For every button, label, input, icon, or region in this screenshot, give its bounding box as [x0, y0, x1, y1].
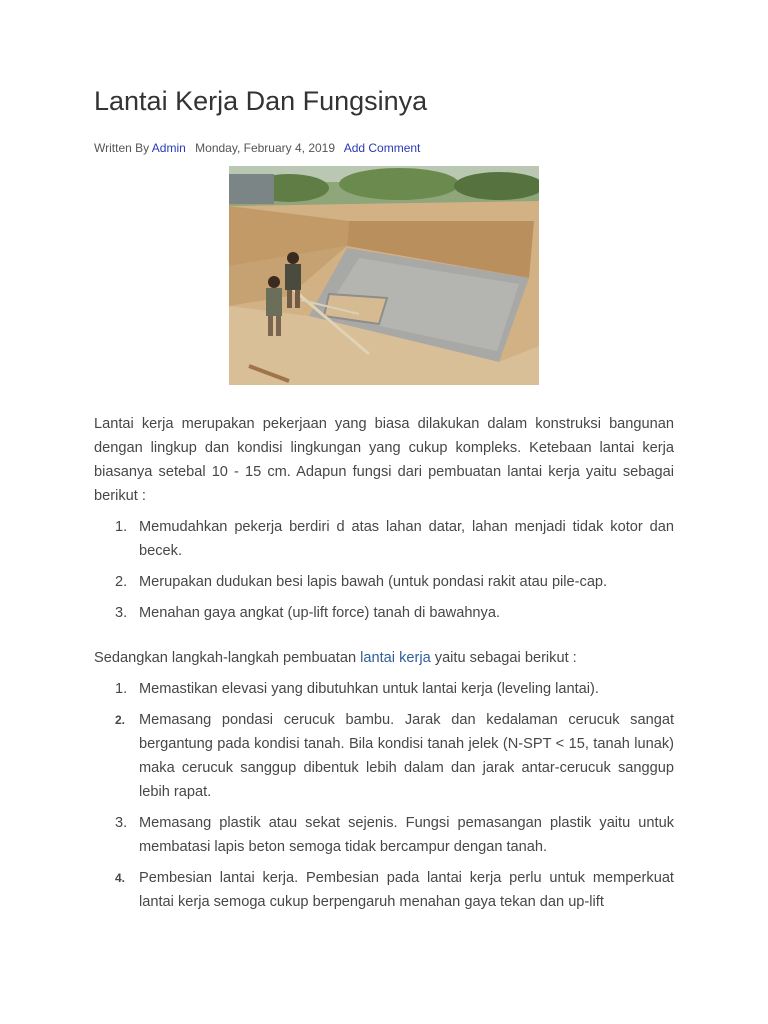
list-number: 3. [115, 605, 128, 621]
list-number: 2. [115, 713, 126, 727]
list-number: 3. [115, 815, 128, 831]
author-link[interactable]: Admin [151, 141, 186, 155]
steps-intro-paragraph [94, 646, 674, 670]
list-item-text: Memudahkan pekerja berdiri d atas lahan datar, lahan menjadi tidak kotor dan becek. [139, 519, 674, 559]
post-meta [94, 141, 420, 155]
list-item [94, 570, 674, 594]
list-item [94, 677, 674, 701]
list-item [94, 515, 674, 563]
steps-list [94, 677, 674, 914]
list-item-text: Memasang plastik atau sekat sejenis. Fungsi pemasangan plastik yaitu untuk membatasi lapis beton semoga tidak bercampur dengan tanah. [139, 815, 674, 855]
post-body [94, 412, 674, 921]
lantai-kerja-link[interactable]: lantai kerja [360, 650, 431, 666]
list-item [94, 811, 674, 859]
list-item [94, 866, 674, 914]
steps-intro-text-end: yaitu sebagai berikut : [430, 650, 577, 666]
list-item [94, 708, 674, 804]
list-number: 1. [115, 681, 128, 697]
post-title: Lantai Kerja Dan Fungsinya [94, 86, 428, 116]
add-comment-link[interactable]: Add Comment [343, 141, 421, 155]
list-item-text: Menahan gaya angkat (up-lift force) tanah di bawahnya. [139, 605, 501, 621]
list-number: 4. [115, 871, 126, 885]
list-item-text: Memasang pondasi cerucuk bambu. Jarak dan kedalaman cerucuk sangat bergantung pada kondisi tanah. Bila kondisi tanah jelek (N-SPT < 15, tanah lunak) maka cerucuk sanggup dibentuk lebih dalam dan jarak antar-cerucuk sanggup lebih rapat. [139, 712, 674, 800]
post-date: Monday, February 4, 2019 [195, 141, 336, 155]
list-item-text: Merupakan dudukan besi lapis bawah (untuk pondasi rakit atau pile-cap. [139, 574, 608, 590]
construction-photo-illustration [229, 166, 539, 385]
functions-list [94, 515, 674, 625]
list-item-text: Memastikan elevasi yang dibutuhkan untuk lantai kerja (leveling lantai). [139, 681, 599, 697]
written-by-label: Written By [94, 141, 150, 155]
list-number: 2. [115, 574, 128, 590]
steps-intro-text: Sedangkan langkah-langkah pembuatan [94, 650, 361, 666]
construction-photo [229, 166, 539, 385]
list-item [94, 601, 674, 625]
list-item-text: Pembesian lantai kerja. Pembesian pada lantai kerja perlu untuk memperkuat lantai kerja semoga cukup berpengaruh menahan gaya tekan dan up-lift [139, 870, 674, 910]
list-number: 1. [115, 519, 128, 535]
intro-paragraph: Lantai kerja merupakan pekerjaan yang biasa dilakukan dalam konstruksi bangunan dengan lingkup dan kondisi lingkungan yang cukup kompleks. Ketebaan lantai kerja biasanya setebal 10 - 15 cm. Adapun fungsi dari pembuatan lantai kerja yaitu sebagai berikut : [94, 416, 674, 504]
